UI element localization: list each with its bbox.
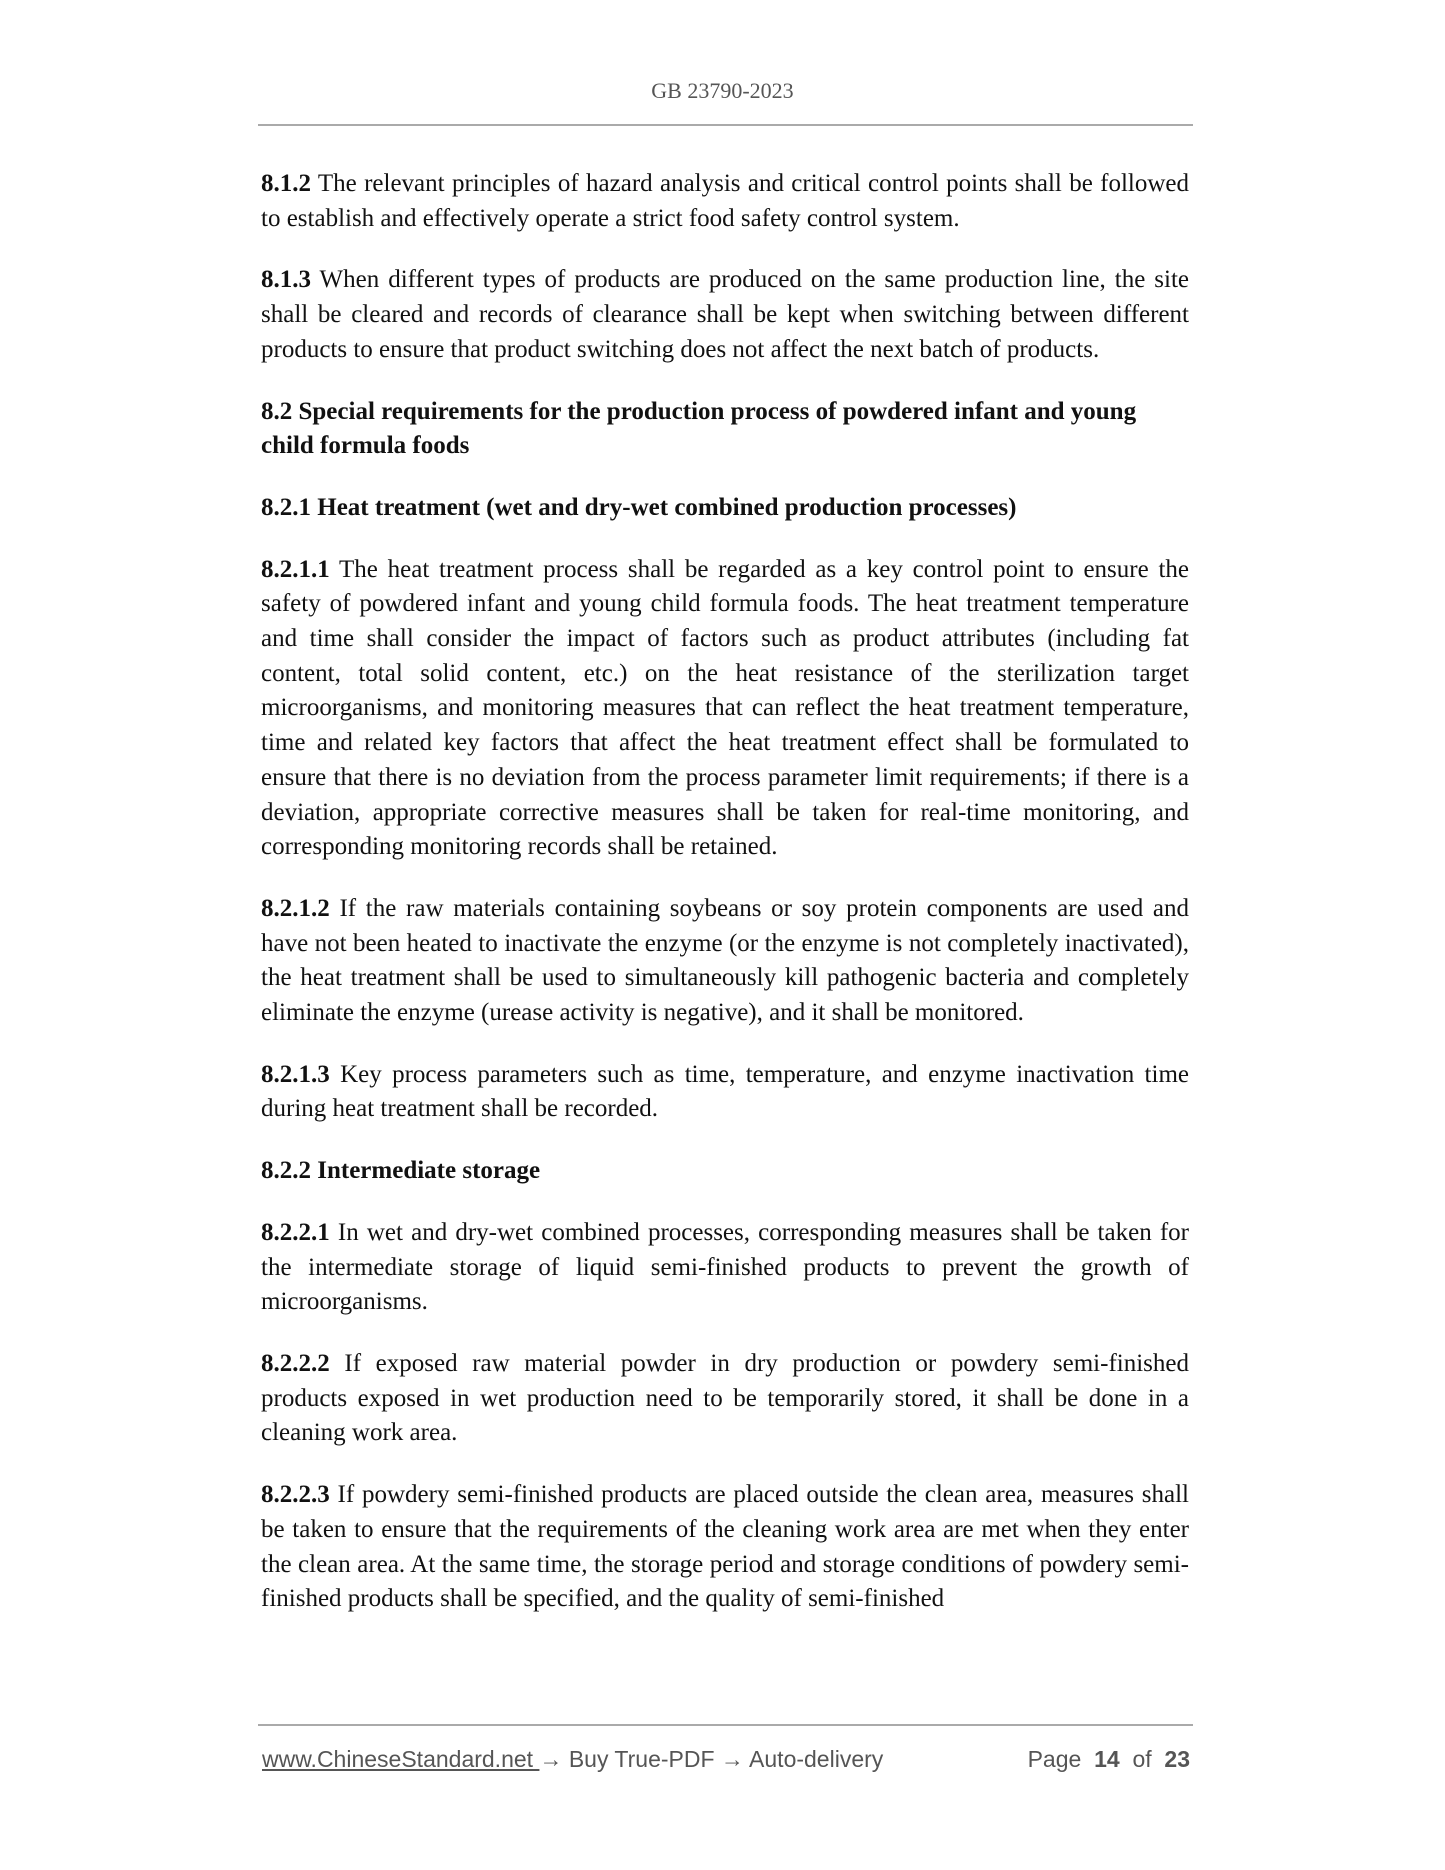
clause-paragraph bbox=[261, 167, 1189, 236]
clause-text: In wet and dry-wet combined processes, corresponding measures shall be taken for the intermediate storage of liquid semi-finished products to prevent the growth of microorganisms. bbox=[261, 1218, 1189, 1316]
clause-number: 8.2.1.2 bbox=[261, 894, 330, 922]
section-heading: 8.2.2 Intermediate storage bbox=[261, 1157, 541, 1185]
clause-number: 8.2.1.3 bbox=[261, 1060, 330, 1088]
document-header: GB 23790-2023 bbox=[651, 78, 794, 103]
section-heading: 8.2 Special requirements for the production process of powdered infant and young child formula foods bbox=[261, 397, 1137, 460]
page-label: Page bbox=[1027, 1746, 1082, 1772]
clause-number: 8.1.2 bbox=[261, 170, 311, 197]
clause-text: If powdery semi-finished products are placed outside the clean area, measures shall be taken to ensure that the requirements of the cleaning work area are met when they enter the clean area. At the same time, the storage period and storage conditions of powdery semi-finished products shall be specified, and the quality of semi-finished bbox=[261, 1481, 1189, 1613]
clause-text: Key process parameters such as time, temperature, and enzyme inactivation time during heat treatment shall be recorded. bbox=[261, 1060, 1189, 1123]
of-label: of bbox=[1132, 1746, 1152, 1772]
header-divider bbox=[258, 124, 1193, 126]
clause-paragraph bbox=[261, 1478, 1189, 1617]
clause-number: 8.2.1.1 bbox=[261, 555, 330, 583]
clause-number: 8.2.2.3 bbox=[261, 1481, 330, 1509]
clause-number: 8.2.2.2 bbox=[261, 1349, 330, 1377]
current-page: 14 bbox=[1094, 1746, 1120, 1772]
page-footer bbox=[262, 1746, 1190, 1773]
footer-promo: → Buy True-PDF → Auto-delivery bbox=[539, 1746, 884, 1772]
clause-paragraph bbox=[261, 553, 1189, 865]
clause-text: The relevant principles of hazard analysis and critical control points shall be followed to establish and effectively operate a strict food safety control system. bbox=[261, 170, 1189, 232]
clause-text: If the raw materials containing soybeans or soy protein components are used and have not been heated to inactivate the enzyme (or the enzyme is not completely inactivated), the heat treatment shall be used to simultaneously kill pathogenic bacteria and completely eliminate the enzyme (urease activity is negative), and it shall be monitored. bbox=[261, 894, 1189, 1027]
clause-paragraph bbox=[261, 892, 1189, 1031]
clause-number: 8.2.2.1 bbox=[261, 1218, 330, 1246]
footer-divider bbox=[258, 1724, 1193, 1726]
section-heading: 8.2.1 Heat treatment (wet and dry-wet combined production processes) bbox=[261, 493, 1017, 521]
clause-paragraph bbox=[261, 1058, 1189, 1127]
clause-paragraph bbox=[261, 1347, 1189, 1451]
page-indicator bbox=[1028, 1746, 1190, 1773]
clause-paragraph bbox=[261, 1216, 1189, 1320]
clause-text: If exposed raw material powder in dry production or powdery semi-finished products exposed in wet production need to be temporarily stored, it shall be done in a cleaning work area. bbox=[261, 1349, 1189, 1447]
clause-text: The heat treatment process shall be regarded as a key control point to ensure the safety of powdered infant and young child formula foods. The heat treatment temperature and time shall consider the impact of factors such as product attributes (including fat content, total solid content, etc.) on the heat resistance of the sterilization target microorganisms, and monitoring measures that can reflect the heat treatment temperature, time and related key factors that affect the heat treatment effect shall be formulated to ensure that there is no deviation from the process parameter limit requirements; if there is a deviation, appropriate corrective measures shall be taken for real-time monitoring, and corresponding monitoring records shall be retained. bbox=[261, 555, 1189, 861]
website-link[interactable]: www.ChineseStandard.net bbox=[262, 1746, 540, 1772]
clause-text: When different types of products are produced on the same production line, the site shall be cleared and records of clearance shall be kept when switching between different products to ensure that product switching does not affect the next batch of products. bbox=[261, 266, 1189, 363]
document-body bbox=[261, 167, 1189, 1644]
clause-paragraph bbox=[261, 263, 1189, 367]
total-pages: 23 bbox=[1164, 1746, 1190, 1772]
clause-number: 8.1.3 bbox=[261, 266, 311, 294]
